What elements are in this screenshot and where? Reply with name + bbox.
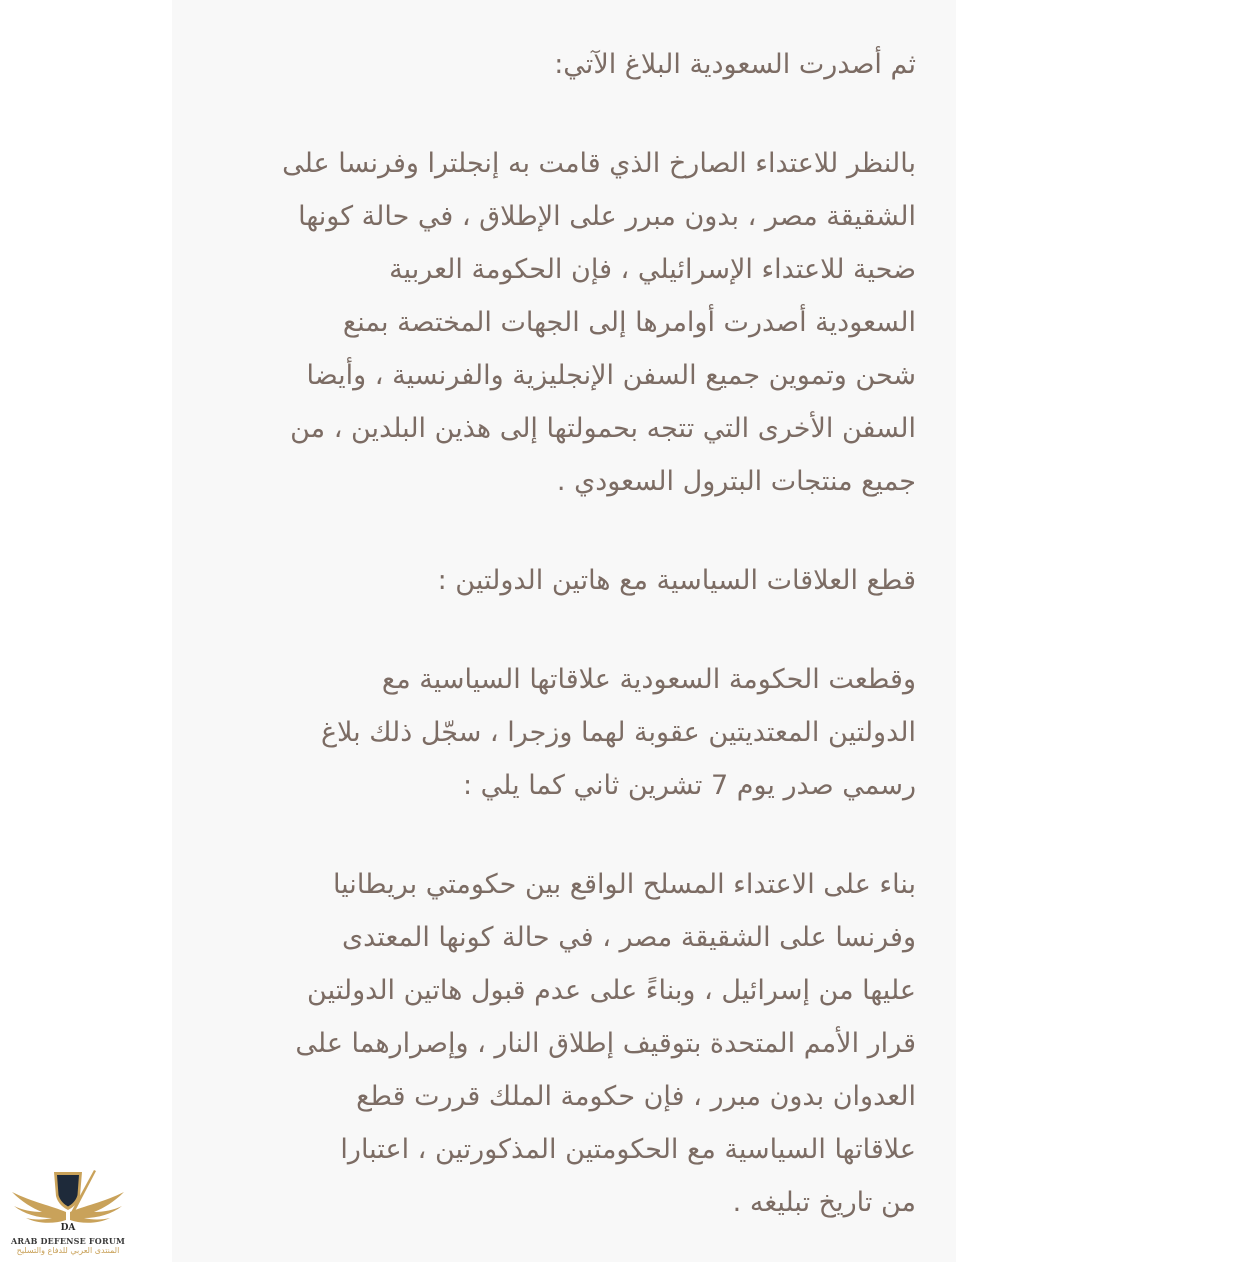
paragraph-diplomatic — [212, 653, 916, 812]
section-heading: ثم أصدرت السعودية البلاغ الآتي: — [554, 49, 916, 80]
paragraph-official-statement — [212, 858, 916, 1229]
text-line: الشقيقة مصر ، بدون مبرر على الإطلاق ، في حالة كونها — [298, 201, 916, 232]
text-line: شحن وتموين جميع السفن الإنجليزية والفرنسية ، وأيضا — [306, 360, 916, 391]
text-line: السعودية أصدرت أوامرها إلى الجهات المختصة بمنع — [342, 307, 916, 338]
text-line: ضحية للاعتداء الإسرائيلي ، فإن الحكومة العربية — [389, 254, 916, 285]
logo-english-text: ARAB DEFENSE FORUM — [10, 1236, 126, 1246]
text-line: قرار الأمم المتحدة بتوقيف إطلاق النار ، وإصرارهما على — [295, 1028, 916, 1059]
article-panel — [172, 0, 956, 1262]
text-line: وفرنسا على الشقيقة مصر ، في حالة كونها المعتدى — [342, 922, 916, 953]
paragraph-gap — [212, 508, 916, 554]
text-line: جميع منتجات البترول السعودي . — [556, 466, 916, 497]
paragraph-gap — [212, 91, 916, 137]
article-content — [212, 38, 916, 1229]
text-line: من تاريخ تبليغه . — [732, 1187, 916, 1218]
watermark-logo — [8, 1166, 128, 1258]
text-line: علاقاتها السياسية مع الحكومتين المذكورتين ، اعتبارا — [340, 1134, 916, 1165]
text-line: وقطعت الحكومة السعودية علاقاتها السياسية مع — [381, 664, 916, 695]
text-line: عليها من إسرائيل ، وبناءً على عدم قبول هاتين الدولتين — [307, 975, 916, 1006]
logo-arabic-text: المنتدى العربي للدفاع والتسليح — [16, 1246, 120, 1255]
text-line: بالنظر للاعتداء الصارخ الذي قامت به إنجلترا وفرنسا على — [282, 148, 916, 179]
text-line: بناء على الاعتداء المسلح الواقع بين حكومتي بريطانيا — [332, 869, 916, 900]
paragraph-gap — [212, 812, 916, 858]
logo-monogram: DA — [60, 1223, 76, 1233]
shield-wings-icon — [8, 1166, 128, 1236]
text-line: العدوان بدون مبرر ، فإن حكومة الملك قررت قطع — [356, 1081, 916, 1112]
paragraph-statement — [212, 137, 916, 508]
text-line: رسمي صدر يوم 7 تشرين ثاني كما يلي : — [462, 770, 916, 801]
paragraph-gap — [212, 607, 916, 653]
section-heading: قطع العلاقات السياسية مع هاتين الدولتين : — [437, 565, 916, 596]
text-line: السفن الأخرى التي تتجه بحمولتها إلى هذين البلدين ، من — [290, 413, 916, 444]
text-line: الدولتين المعتديتين عقوبة لهما وزجرا ، سجّل ذلك بلاغ — [320, 717, 916, 748]
